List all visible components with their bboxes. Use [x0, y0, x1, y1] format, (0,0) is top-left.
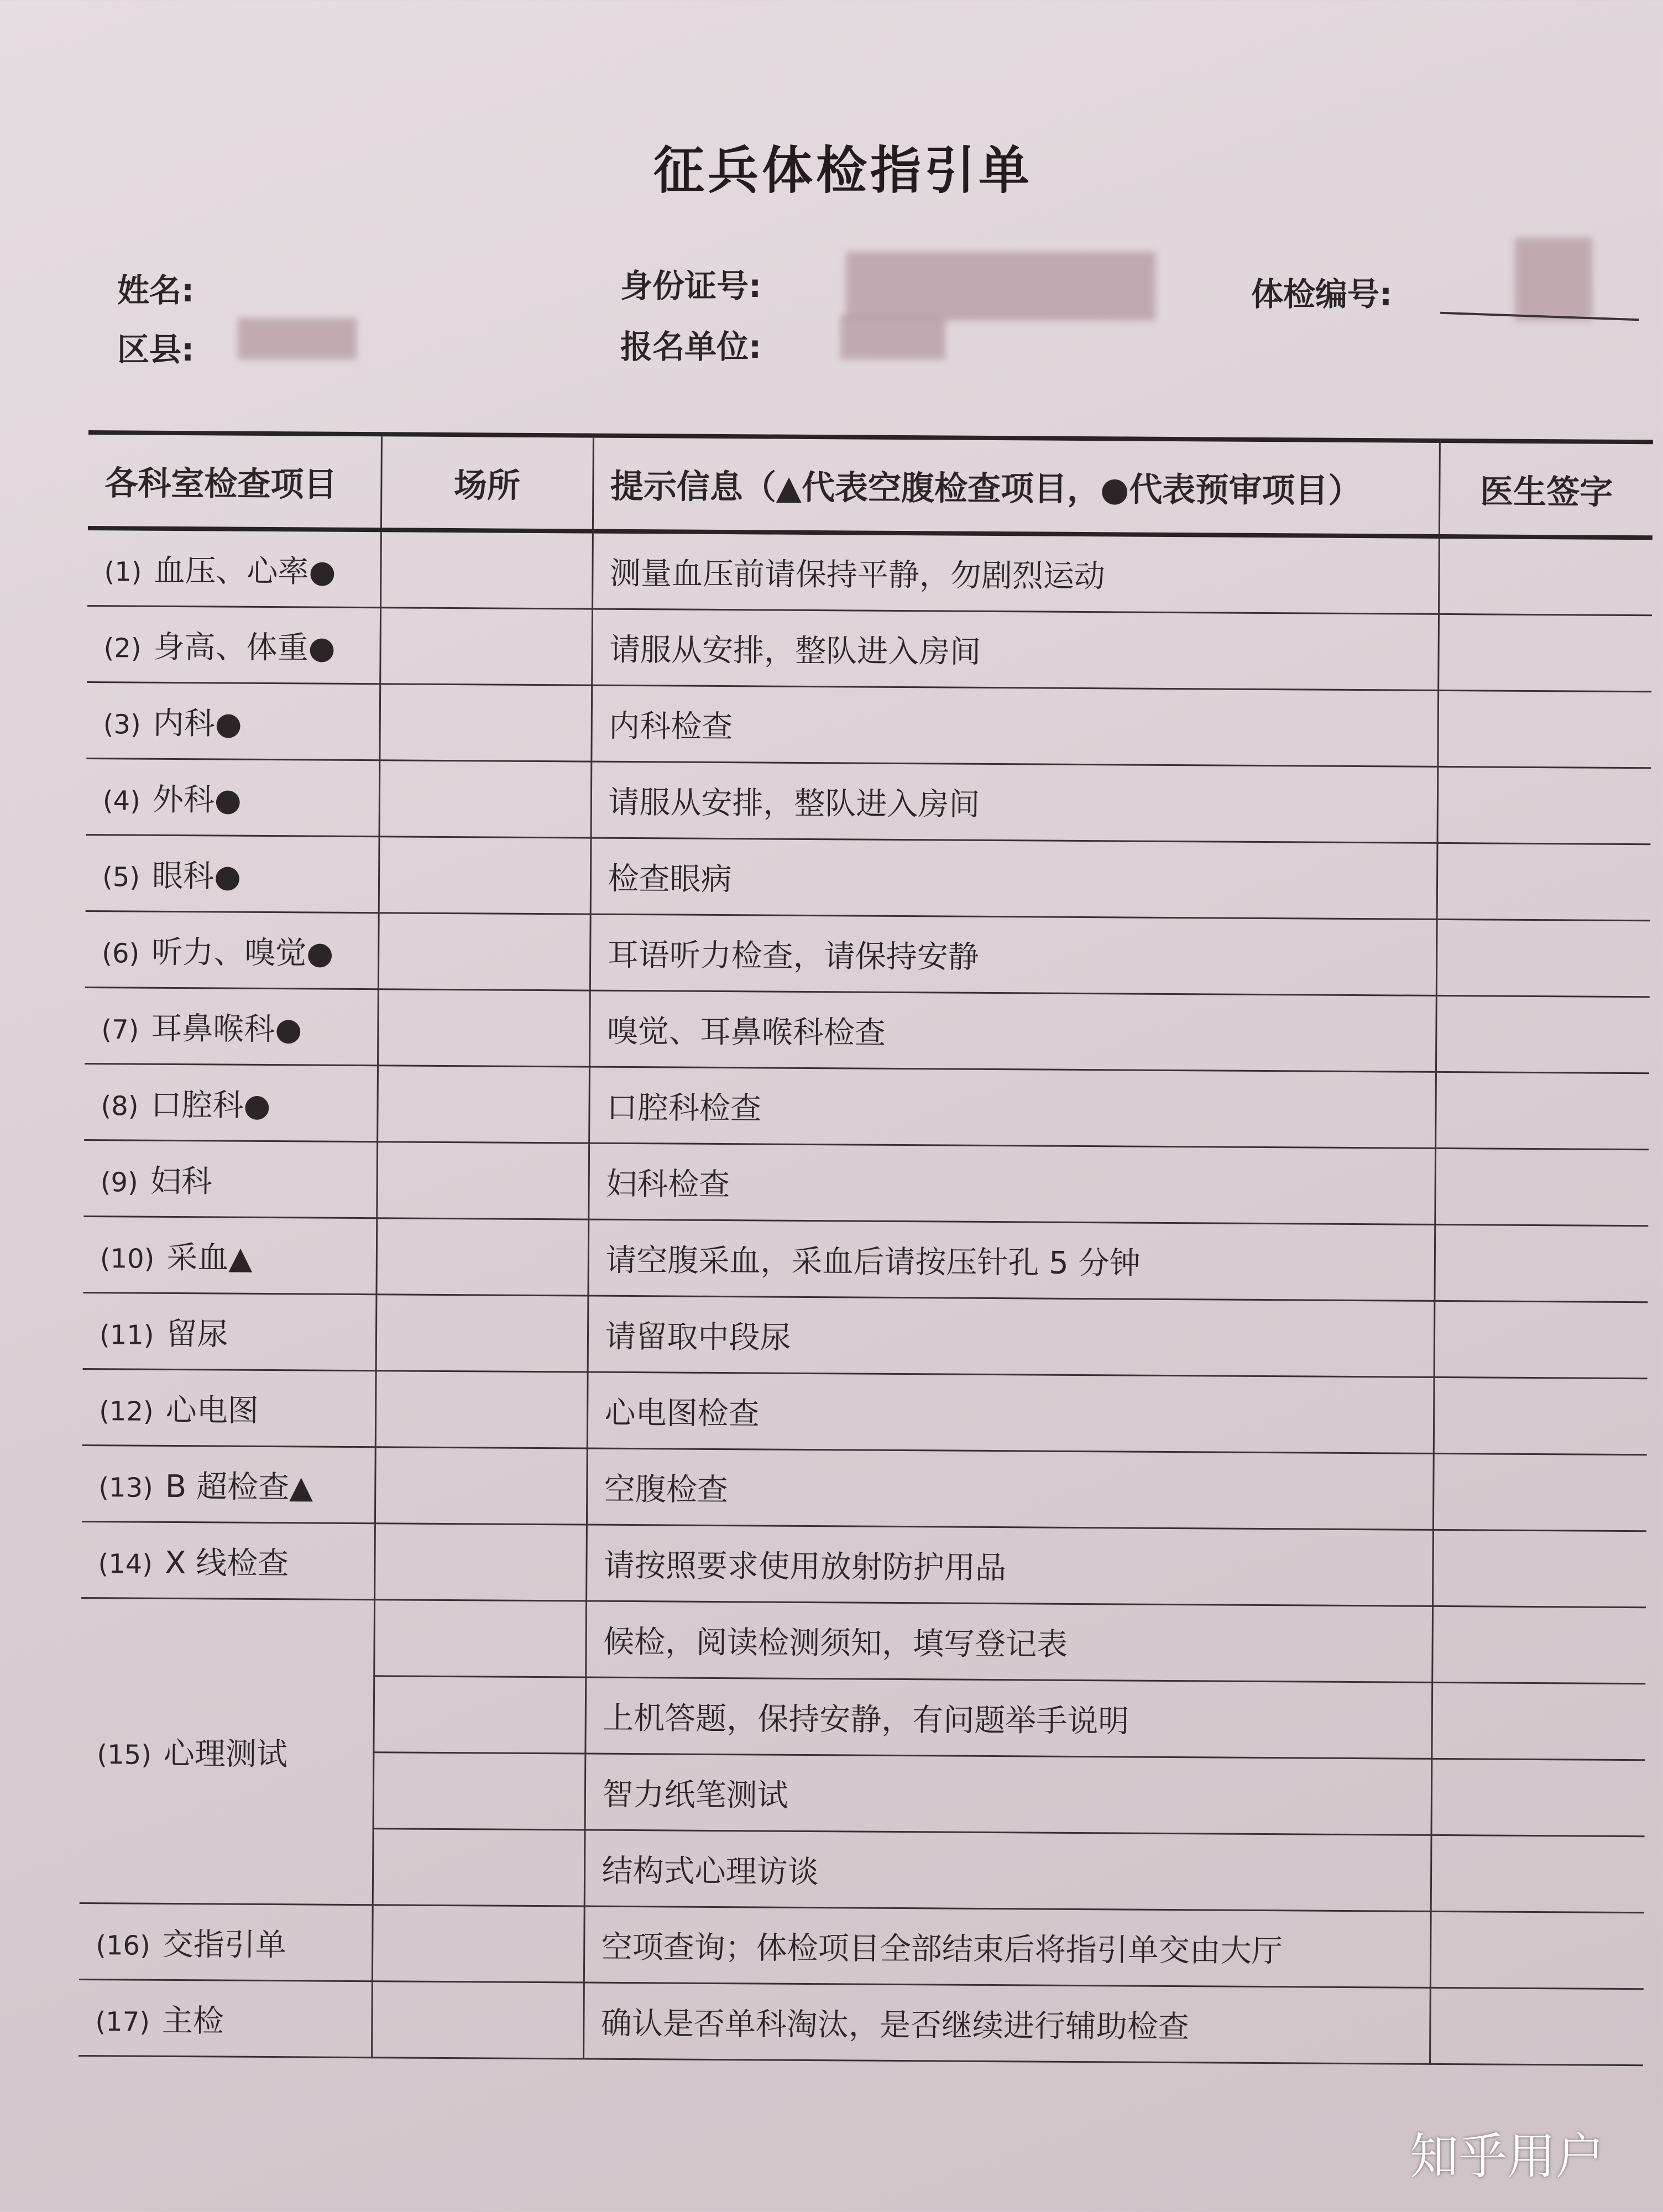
table-row — [85, 911, 1650, 997]
exam-item-cell — [87, 528, 381, 608]
table-row — [87, 528, 1652, 615]
item-number: (11) — [99, 1319, 154, 1351]
doctor-signature-cell — [1434, 1301, 1648, 1378]
doctor-signature-cell — [1430, 1987, 1644, 2065]
location-cell — [378, 913, 590, 990]
tip-cell: 心电图检查 — [587, 1372, 1434, 1453]
table-row — [83, 1140, 1649, 1225]
location-cell — [376, 1142, 589, 1219]
tip-cell: 请服从安排，整队进入房间 — [591, 761, 1438, 843]
location-cell — [373, 1829, 585, 1906]
item-name: 妇科 — [150, 1163, 212, 1199]
location-cell — [379, 760, 592, 838]
exam-item-cell — [84, 1063, 378, 1141]
table-row — [86, 682, 1651, 768]
table-row — [86, 758, 1651, 844]
exam-item-cell — [82, 1369, 376, 1447]
doctor-signature-cell — [1434, 1377, 1648, 1454]
doctor-signature-cell — [1434, 1224, 1648, 1302]
exam-item-cell — [79, 1979, 372, 2057]
item-number: (5) — [102, 861, 140, 893]
exam-item-cell — [86, 682, 380, 760]
item-number: (9) — [100, 1166, 138, 1198]
doctor-signature-cell — [1433, 1453, 1647, 1531]
doctor-signature-cell — [1432, 1606, 1646, 1683]
location-cell — [379, 837, 591, 914]
exam-item-cell — [79, 1903, 373, 1981]
location-cell — [372, 1905, 584, 1983]
exam-number-label: 体检编号: — [1251, 275, 1393, 313]
location-cell — [376, 1218, 588, 1296]
exam-item-cell — [83, 1292, 376, 1370]
item-number: (17) — [95, 2006, 150, 2038]
tip-cell: 口腔科检查 — [589, 1067, 1436, 1148]
item-name: 口腔科● — [150, 1087, 271, 1124]
item-number: (16) — [96, 1929, 150, 1961]
exam-item-cell — [83, 1216, 376, 1294]
district-label: 区县: — [117, 331, 195, 368]
tip-cell: 嗅觉、耳鼻喉科检查 — [589, 990, 1436, 1072]
table-row — [85, 987, 1650, 1073]
tip-cell: 智力纸笔测试 — [585, 1754, 1432, 1835]
table-row — [83, 1216, 1648, 1302]
item-name: B 超检查▲ — [165, 1468, 313, 1506]
table-header-row — [88, 432, 1653, 538]
exam-guide-table — [79, 430, 1653, 2066]
doctor-signature-cell — [1436, 995, 1650, 1073]
exam-item-cell — [83, 1140, 377, 1218]
redacted-district — [238, 318, 357, 359]
item-name: 采血▲ — [166, 1239, 253, 1276]
item-name: 听力、嗅觉● — [151, 934, 334, 972]
item-name: 心电图 — [165, 1392, 259, 1429]
item-name: 身高、体重● — [153, 629, 336, 666]
table-row — [83, 1292, 1648, 1378]
tip-cell: 结构式心理访谈 — [584, 1830, 1431, 1911]
doctor-signature-cell — [1437, 843, 1651, 920]
doctor-signature-cell — [1438, 614, 1652, 691]
doctor-signature-cell — [1432, 1530, 1646, 1607]
item-name: 留尿 — [166, 1316, 228, 1353]
tip-cell: 候检，阅读检测须知，填写登记表 — [585, 1601, 1432, 1682]
tip-cell: 请空腹采血，采血后请按压针孔 5 分钟 — [588, 1219, 1435, 1301]
header-doctor-signature: 医生签字 — [1439, 441, 1653, 538]
exam-item-cell — [86, 834, 379, 912]
item-number: (10) — [100, 1243, 155, 1275]
item-number: (12) — [98, 1395, 154, 1427]
tip-cell: 确认是否单科淘汰，是否继续进行辅助检查 — [583, 1983, 1430, 2064]
location-cell — [378, 989, 590, 1067]
tip-cell: 请留取中段尿 — [588, 1296, 1435, 1377]
exam-item-cell — [80, 1598, 374, 1905]
item-number: (2) — [103, 632, 142, 664]
table-row — [81, 1598, 1646, 1683]
header-tips: 提示信息（▲代表空腹检查项目，●代表预审项目） — [593, 436, 1440, 536]
doctor-signature-cell — [1435, 1072, 1649, 1149]
table-row — [82, 1445, 1647, 1531]
doctor-signature-cell — [1436, 919, 1650, 997]
item-number: (8) — [101, 1090, 139, 1122]
item-number: (13) — [98, 1472, 154, 1504]
location-cell — [379, 684, 592, 761]
item-number: (4) — [102, 785, 141, 817]
location-cell — [380, 608, 592, 685]
item-name: 心理测试 — [163, 1735, 288, 1772]
item-name: 血压、心率● — [154, 552, 336, 590]
tip-cell: 上机答题，保持安静，有问题举手说明 — [585, 1677, 1432, 1759]
doctor-signature-cell — [1431, 1835, 1645, 1912]
tip-cell: 耳语听力检查，请保持安静 — [590, 914, 1437, 995]
tip-cell: 检查眼病 — [590, 838, 1437, 919]
item-name: 外科● — [152, 781, 242, 818]
tip-cell: 空腹检查 — [587, 1448, 1434, 1530]
table-row — [82, 1369, 1648, 1454]
document-title: 征兵体检指引单 — [653, 141, 1033, 200]
name-label: 姓名: — [117, 272, 195, 309]
exam-item-cell — [81, 1521, 375, 1599]
item-name: 交指引单 — [162, 1926, 287, 1963]
location-cell — [375, 1447, 587, 1525]
exam-item-cell — [82, 1445, 375, 1523]
item-name: 主检 — [161, 2002, 224, 2039]
tip-cell: 测量血压前请保持平静，勿剧烈运动 — [592, 531, 1439, 614]
item-name: 耳鼻喉科● — [151, 1010, 302, 1047]
redacted-unit — [840, 315, 945, 359]
tip-cell: 内科检查 — [591, 685, 1438, 766]
location-cell — [377, 1066, 589, 1143]
tip-cell: 请服从安排，整队进入房间 — [592, 609, 1439, 690]
doctor-signature-cell — [1437, 690, 1651, 768]
doctor-signature-cell — [1431, 1682, 1645, 1760]
tip-cell: 妇科检查 — [588, 1143, 1435, 1224]
table-row — [86, 834, 1651, 920]
tip-cell: 请按照要求使用放射防护用品 — [586, 1525, 1433, 1606]
item-number: (7) — [101, 1014, 139, 1046]
item-name: 内科● — [153, 705, 242, 742]
exam-item-cell — [85, 987, 378, 1065]
item-number: (14) — [98, 1548, 153, 1580]
doctor-signature-cell — [1431, 1759, 1645, 1836]
location-cell — [376, 1295, 588, 1372]
exam-item-cell — [85, 911, 379, 989]
item-number: (3) — [103, 708, 141, 740]
location-cell — [372, 1981, 584, 2059]
item-number: (1) — [104, 556, 142, 588]
table-row — [79, 1903, 1644, 1989]
exam-item-cell — [86, 758, 380, 836]
registration-unit-label: 报名单位: — [620, 328, 762, 366]
table-row — [79, 1979, 1644, 2065]
exam-item-cell — [87, 606, 380, 684]
location-cell — [374, 1524, 587, 1601]
item-number: (6) — [102, 937, 140, 969]
redacted-exam-number — [1515, 238, 1592, 321]
item-name: 眼科● — [151, 858, 242, 895]
location-cell — [374, 1600, 586, 1677]
table-row — [84, 1063, 1649, 1149]
header-location: 场所 — [381, 434, 593, 531]
table-row — [87, 606, 1652, 691]
location-cell — [373, 1676, 585, 1754]
doctor-signature-cell — [1437, 766, 1651, 844]
zhihu-watermark: 知乎用户 — [1410, 2128, 1605, 2185]
doctor-signature-cell — [1430, 1911, 1644, 1989]
location-cell — [375, 1371, 588, 1448]
location-cell — [380, 530, 593, 609]
doctor-signature-cell — [1439, 536, 1652, 615]
tip-cell: 空项查询；体检项目全部结束后将指引单交由大厅 — [584, 1906, 1431, 1987]
item-name: X 线检查 — [164, 1545, 289, 1582]
id-number-label: 身份证号: — [620, 267, 762, 305]
doctor-signature-cell — [1435, 1148, 1649, 1225]
location-cell — [373, 1752, 585, 1830]
table-row — [81, 1521, 1646, 1607]
header-exam-item: 各科室检查项目 — [88, 432, 381, 530]
redacted-id-number — [846, 252, 1155, 321]
item-number: (15) — [97, 1739, 152, 1771]
